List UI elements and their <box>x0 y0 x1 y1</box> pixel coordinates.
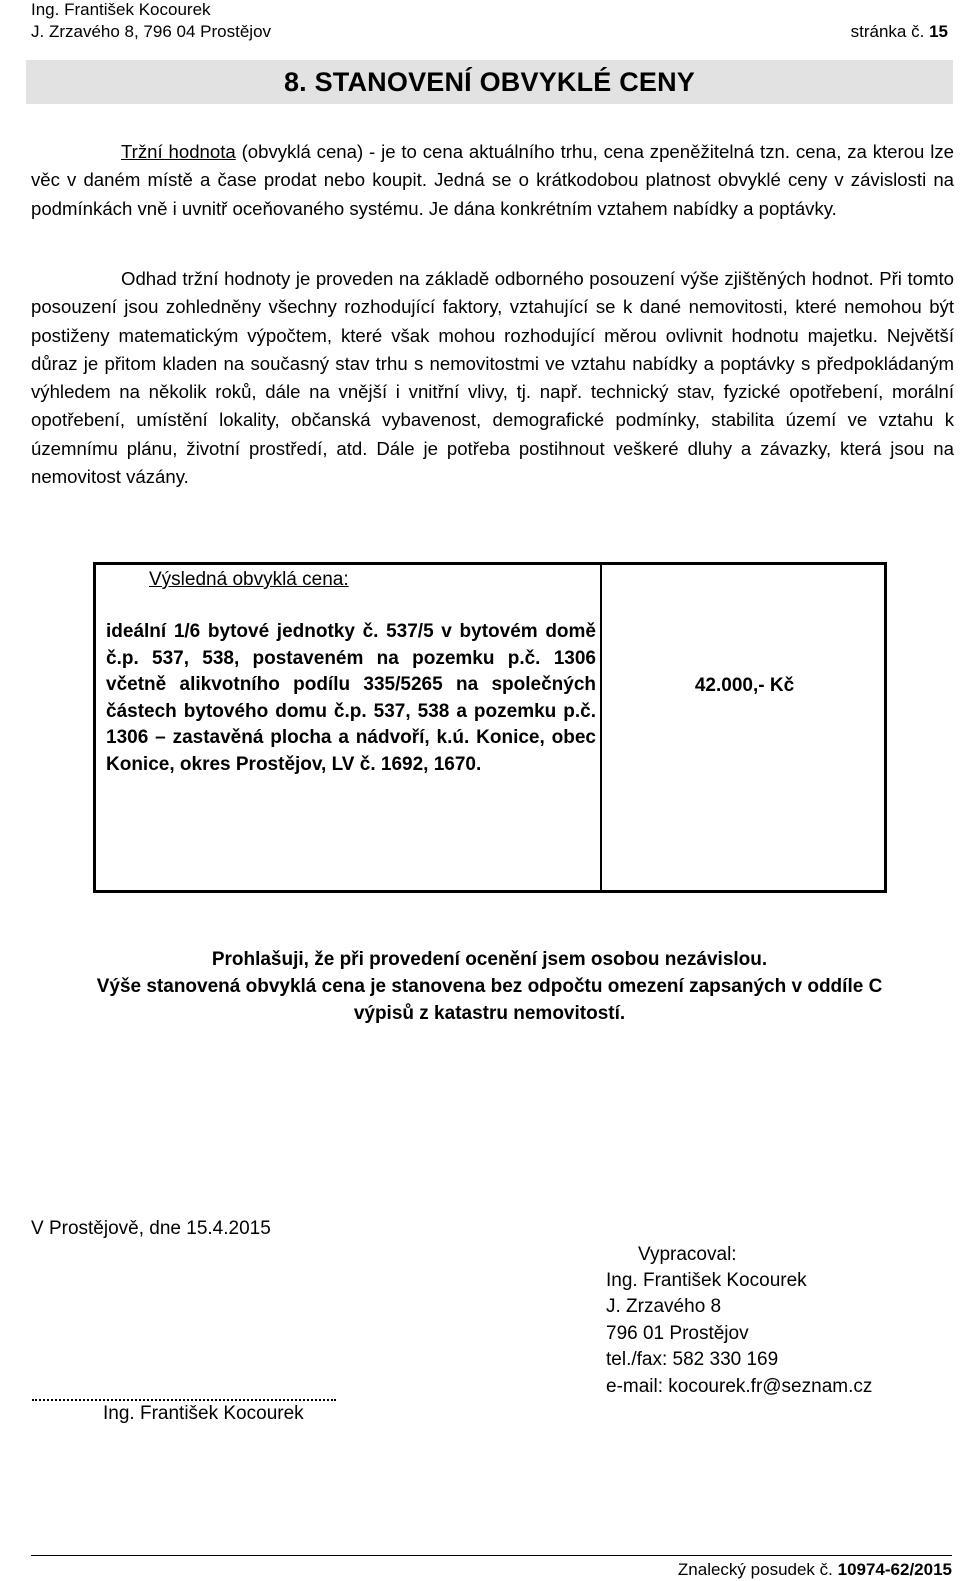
declaration <box>26 946 953 1027</box>
footer <box>678 1560 952 1580</box>
result-description: ideální 1/6 bytové jednotky č. 537/5 v bytovém domě č.p. 537, 538, postaveném na pozemku p.č. 1306 včetně alikvotního podílu 335/5265 na společných částech bytového domu č.p. 537, 538 a pozemku p.č. 1306 – zastavěná plocha a nádvoří, k.ú. Konice, obec Konice, okres Prostějov, LV č. 1692, 1670. <box>106 621 596 775</box>
footer-label: Znalecký posudek č. <box>677 1560 833 1579</box>
declaration-line-1: Prohlašuji, že při provedení ocenění jsem osobou nezávislou. <box>211 949 768 970</box>
prepared-by-name: Ing. František Kocourek <box>606 1270 807 1291</box>
result-heading <box>149 567 349 593</box>
page-indicator <box>851 22 948 42</box>
result-box <box>93 562 887 893</box>
result-price: 42.000,- Kč <box>694 675 795 696</box>
footer-number: 10974-62/2015 <box>837 1560 952 1579</box>
section-title-bar <box>26 60 953 104</box>
result-heading-text: Výsledná obvyklá cena: <box>149 569 349 590</box>
footer-rule <box>31 1555 952 1556</box>
prepared-by-phone: tel./fax: 582 330 169 <box>606 1349 779 1370</box>
section-title: 8. STANOVENÍ OBVYKLÉ CENY <box>283 66 696 97</box>
assessment-text: Odhad tržní hodnoty je proveden na základě odborného posouzení výše zjištěných hodnot. Při tomto posouzení jsou zohledněny všechny rozhodující faktory, vztahující se k dané nemovitosti, které nemohou být postiženy matematickým výpočtem, které však mohou rozhodující měrou ovlivnit hodnotu majetku. Největší důraz je přitom kladen na současný stav trhu s nemovitostmi ve vztahu nabídky a poptávky s předpokládaným výhledem na několik roků, dále na vnější i vnitřní vlivy, tj. např. technický stav, fyzické opotřebení, morální opotřebení, umístění lokality, občanská vybavenost, demografické podmínky, stabilita území ve vztahu k územnímu plánu, životní prostředí, atd. Dále je potřeba postihnout veškeré dluhy a závazky, která jsou na nemovitost vázány. <box>31 268 954 488</box>
place-date: V Prostějově, dne 15.4.2015 <box>31 1218 271 1239</box>
assessment-paragraph <box>31 265 954 491</box>
prepared-by-email: e-mail: kocourek.fr@seznam.cz <box>606 1376 873 1397</box>
header-author-address: J. Zrzavého 8, 796 04 Prostějov <box>31 22 272 41</box>
prepared-by-city: 796 01 Prostějov <box>606 1323 749 1344</box>
intro-paragraph <box>31 138 954 223</box>
prepared-by-label: Vypracoval: <box>638 1244 737 1265</box>
intro-term: Tržní hodnota <box>121 141 236 162</box>
declaration-line-2: Výše stanovená obvyklá cena je stanovena bez odpočtu omezení zapsaných v oddíle C výpisů z katastru nemovitostí. <box>96 976 883 1024</box>
result-box-divider <box>600 565 602 890</box>
page-number: 15 <box>929 22 948 41</box>
signature-name: Ing. František Kocourek <box>103 1403 304 1424</box>
header-author-name: Ing. František Kocourek <box>31 0 211 19</box>
prepared-by-street: J. Zrzavého 8 <box>606 1296 722 1317</box>
intro-text: (obvyklá cena) - je to cena aktuálního trhu, cena zpeněžitelná tzn. cena, za kterou lze věc v daném místě a čase prodat nebo koupit. Jedná se o krátkodobou platnost obvyklé ceny v závislosti na podmínkách vně i uvnitř oceňovaného systému. Je dána konkrétním vztahem nabídky a poptávky. <box>31 141 954 219</box>
page-label: stránka č. <box>850 22 925 41</box>
